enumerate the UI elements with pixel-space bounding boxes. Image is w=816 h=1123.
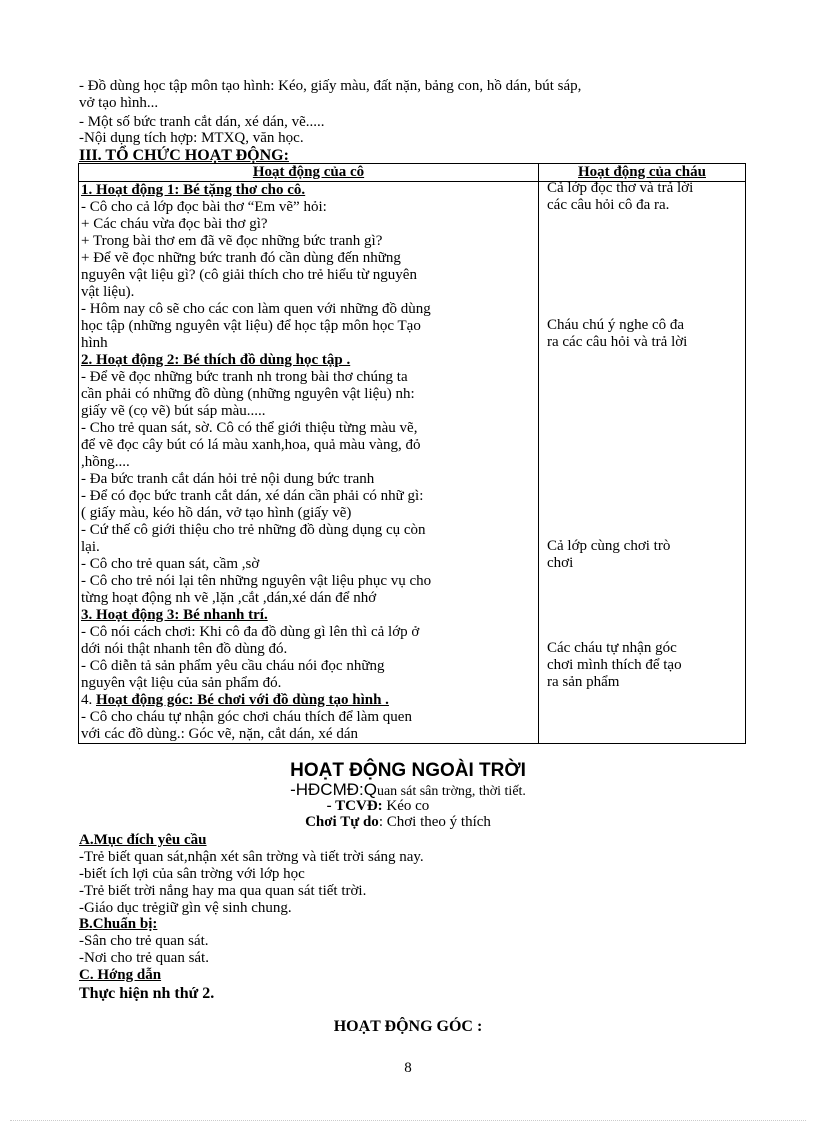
section-3-title: III. TỔ CHỨC HOẠT ĐỘNG:: [79, 147, 289, 164]
child-note-line: ra sản phẩm: [547, 674, 620, 690]
b-line: -Nơi cho trẻ quan sát.: [79, 950, 209, 966]
teacher-activity-line: nguyên vật liệu gì? (cô giải thích cho trẻ hiểu từ nguyên: [81, 267, 417, 283]
teacher-activity-line: - Cô diễn tả sản phẩm yêu cầu cháu nói đọc những: [81, 658, 385, 674]
teacher-activity-line: + Để vẽ đọc những bức tranh đó cần dùng đến những: [81, 250, 401, 266]
child-note-4: [547, 640, 737, 691]
b-line: -Sân cho trẻ quan sát.: [79, 933, 209, 949]
teacher-activity-line: vật liệu).: [81, 284, 135, 300]
child-note-line: ra các câu hỏi và trả lời: [547, 334, 688, 350]
child-note-line: Cả lớp đọc thơ và trả lời: [547, 180, 694, 196]
teacher-activity-line: với các đồ dùng.: Góc vẽ, nặn, cắt dán, xé dán: [81, 726, 359, 742]
teacher-activity-line: 2. Hoạt động 2: Bé thích đồ dùng học tập .: [81, 352, 351, 368]
section-b-title: B.Chuẩn bị:: [79, 916, 158, 932]
child-note-line: các câu hỏi cô đa ra.: [547, 197, 670, 213]
hdcmd-text: uan sát sân trờng, thời tiết.: [376, 784, 526, 799]
free-play-line: [0, 814, 806, 831]
page-number: 8: [404, 1060, 412, 1076]
free-play-label: Chơi Tự do: [305, 814, 379, 830]
child-note-line: chơi: [547, 555, 574, 571]
teacher-activity-line: - Để vẽ đọc những bức tranh nh trong bài thơ chúng ta: [81, 369, 408, 385]
teacher-activity-line: giấy vẽ (cọ vẽ) bút sáp màu.....: [81, 403, 266, 419]
teacher-activity-line: - Cô cho cả lớp đọc bài thơ “Em vẽ” hỏi:: [81, 199, 327, 215]
tcvd-text: Kéo co: [382, 798, 430, 814]
teacher-activity-line: - Cô cho trẻ nói lại tên những nguyên vật liệu phục vụ cho: [81, 573, 432, 589]
corner-activity-title: HOẠT ĐỘNG GÓC :: [333, 1018, 483, 1035]
teacher-activity-line: - Cứ thế cô giới thiệu cho trẻ những đồ dùng dụng cụ còn: [81, 522, 426, 538]
header-children: Hoạt động của cháu: [539, 164, 746, 182]
materials-line-1: - Đồ dùng học tập môn tạo hình: Kéo, giấy màu, đất nặn, bảng con, hồ dán, bút sáp,: [79, 78, 582, 94]
materials-line-2: vở tạo hình...: [79, 95, 159, 111]
teacher-activity-line: + Các cháu vừa đọc bài thơ gì?: [81, 216, 268, 232]
teacher-activity-line: ( giấy màu, kéo hồ dán, vở tạo hình (giấy vẽ): [81, 505, 352, 521]
child-note-3: [547, 538, 737, 572]
teacher-activity-line: từng hoạt động nh vẽ ,lặn ,cắt ,dán,xé dán để nhớ: [81, 590, 377, 606]
teacher-activity-line: 1. Hoạt động 1: Bé tặng thơ cho cô.: [81, 182, 306, 198]
teacher-activity-line: học tập (những nguyên vật liệu) để học tập môn học Tạo: [81, 318, 421, 334]
teacher-activity-line: - Để có đọc bức tranh cắt dán, xé dán cần phải có nhữ gì:: [81, 488, 424, 504]
teacher-activity-line: - Cho trẻ quan sát, sờ. Cô có thể giới thiệu từng màu vẽ,: [81, 420, 418, 436]
child-note-line: Cả lớp cùng chơi trò: [547, 538, 671, 554]
child-note-line: chơi mình thích để tạo: [547, 657, 682, 673]
teacher-activity-line: lại.: [81, 539, 100, 555]
header-teacher: Hoạt động của cô: [79, 164, 539, 182]
teacher-activity-line: dới nói thật nhanh tên đồ dùng đó.: [81, 641, 288, 657]
teacher-activity-line: hình: [81, 335, 108, 351]
teacher-activity-line: nguyên vật liệu của sản phẩm đó.: [81, 675, 282, 691]
child-note-line: Các cháu tự nhận góc: [547, 640, 677, 656]
teacher-activity-line: ,hồng....: [81, 454, 130, 470]
teacher-activity-line: để vẽ đọc cây bút có lá màu xanh,hoa, quả màu vàng, đỏ: [81, 437, 421, 453]
teacher-activity-line: 4. Hoạt động góc: Bé chơi với đồ dùng tạo hình .: [81, 692, 389, 708]
section-c-title: C. Hớng dẫn: [79, 967, 162, 983]
outdoor-title: HOẠT ĐỘNG NGOÀI TRỜI: [290, 760, 526, 781]
child-note-1: [547, 180, 737, 214]
materials-line-3: - Một số bức tranh cắt dán, xé dán, vẽ.....: [79, 114, 325, 130]
free-play-text: : Chơi theo ý thích: [378, 814, 491, 830]
teacher-activity-line: 3. Hoạt động 3: Bé nhanh trí.: [81, 607, 268, 623]
a-line: -Trẻ biết quan sát,nhận xét sân trờng và tiết trời sáng nay.: [79, 849, 424, 865]
tcvd-label: - TCVĐ:: [326, 798, 383, 814]
teacher-activity-line: cần phải có những đồ dùng (những nguyên vật liệu) nh:: [81, 386, 415, 402]
teacher-activity-line: - Cô nói cách chơi: Khi cô đa đồ dùng gì lên thì cả lớp ở: [81, 624, 420, 640]
page-bottom-divider: [10, 1120, 806, 1121]
a-line: -biết ích lợi của sân trờng với lớp học: [79, 866, 305, 882]
teacher-activity-line: + Trong bài thơ em đã vẽ đọc những bức tranh gì?: [81, 233, 383, 249]
teacher-activity-line: - Đa bức tranh cắt dán hỏi trẻ nội dung bức tranh: [81, 471, 375, 487]
integration-line: -Nội dụng tích hợp: MTXQ, văn học.: [79, 130, 304, 146]
a-line: -Trẻ biết trời nắng hay ma qua quan sát tiết trời.: [79, 883, 367, 899]
teacher-activities-cell: [79, 182, 539, 744]
teacher-activity-line: - Cô cho trẻ quan sát, cầm ,sờ: [81, 556, 260, 572]
c-line: Thực hiện nh thứ 2.: [79, 985, 215, 1002]
teacher-activity-line: - Hôm nay cô sẽ cho các con làm quen với những đồ dùng: [81, 301, 431, 317]
a-line: -Giáo dục trẻgiữ gìn vệ sinh chung.: [79, 900, 292, 916]
tcvd-line: [0, 798, 786, 815]
teacher-activity-line: - Cô cho cháu tự nhận góc chơi cháu thích để làm quen: [81, 709, 412, 725]
hdcmd-label: -HĐCMĐ:Q: [290, 780, 377, 799]
child-note-2: [547, 317, 737, 351]
child-note-line: Cháu chú ý nghe cô đa: [547, 317, 685, 333]
section-a-title: A.Mục đích yêu cầu: [79, 832, 207, 848]
